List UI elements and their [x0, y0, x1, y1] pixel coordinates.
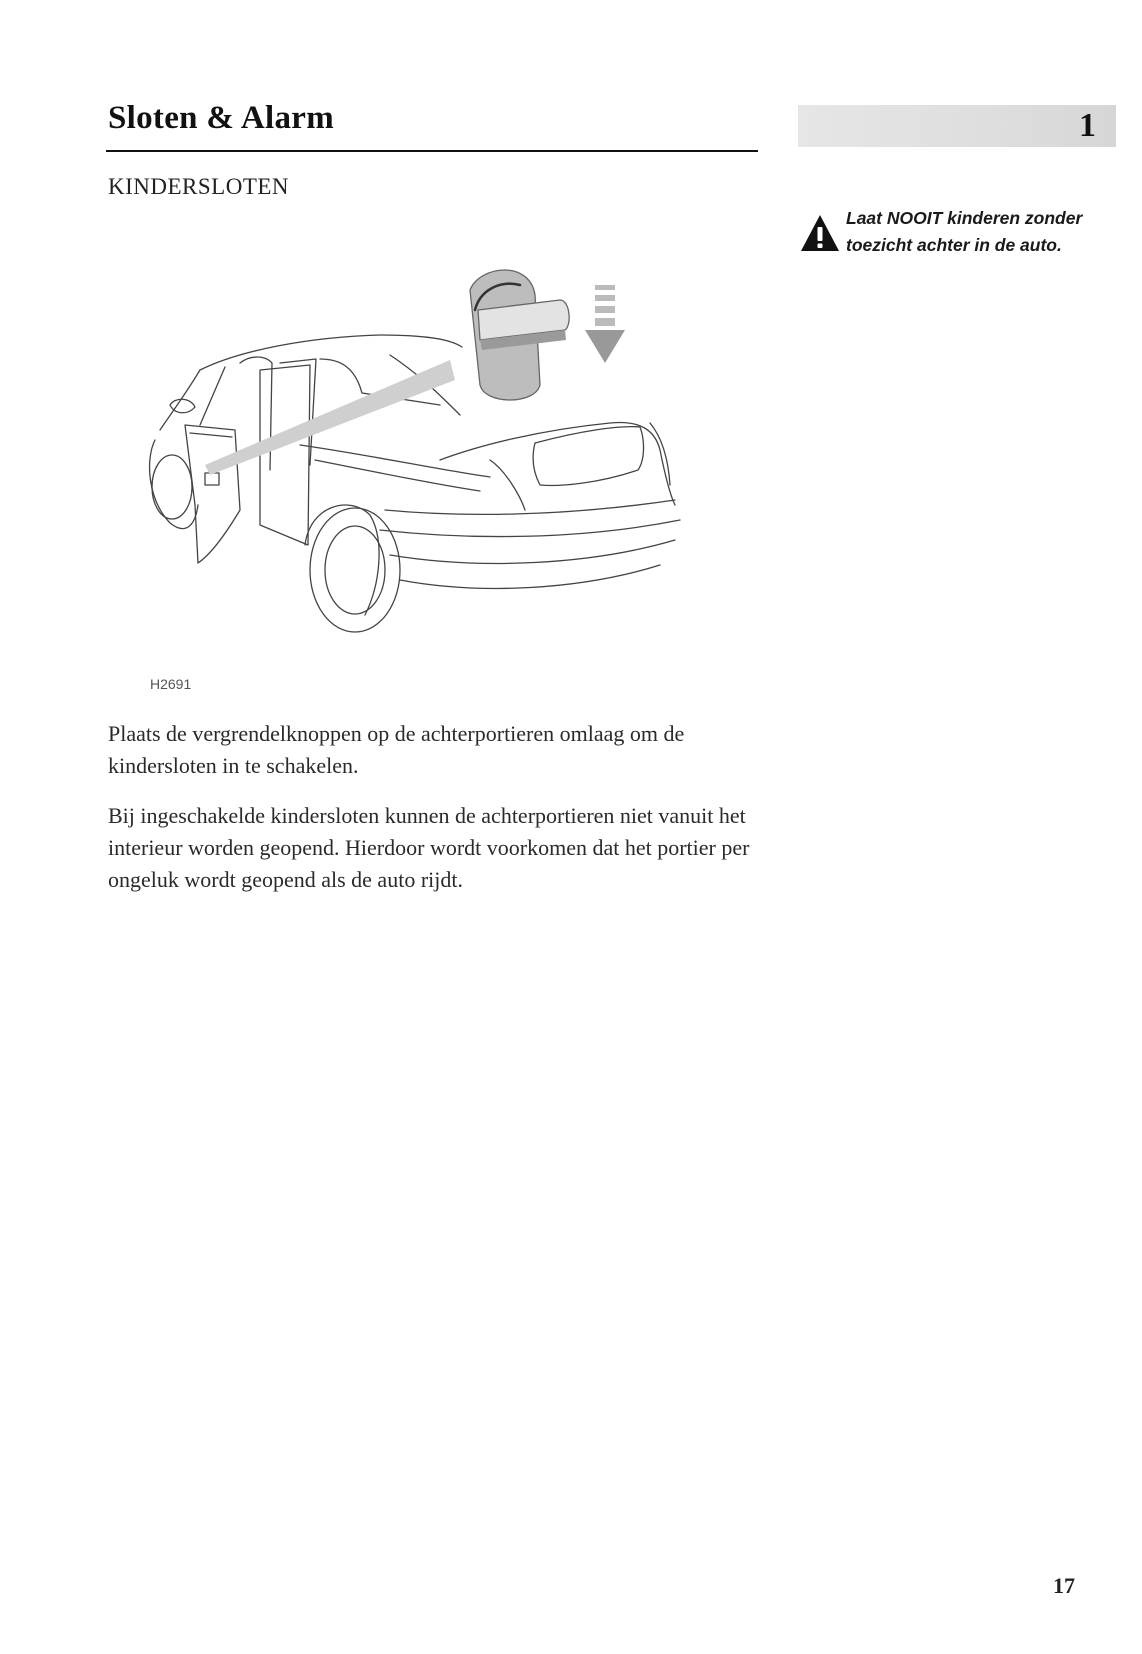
warning-triangle-icon	[800, 213, 840, 253]
body-paragraph-2: Bij ingeschakelde kindersloten kunnen de achterportieren niet vanuit het interieur worden geopend. Hierdoor wordt voorkomen dat het portier per ongeluk wordt geopend als de auto rijdt.	[108, 803, 750, 892]
page-title: Sloten & Alarm	[108, 100, 335, 136]
section-heading: KINDERSLOTEN	[108, 174, 290, 199]
figure-code: H2691	[150, 676, 192, 692]
warning-text: Laat NOOIT kinderen zonder toezicht achter in de auto.	[846, 208, 1083, 255]
title-rule	[106, 150, 758, 152]
car-child-lock-illustration	[140, 255, 725, 675]
page-number: 17	[1053, 1573, 1075, 1598]
warning-note	[800, 205, 1090, 259]
chapter-tab	[798, 105, 1116, 147]
chapter-number: 1	[1079, 107, 1096, 144]
body-paragraph-1: Plaats de vergrendelknoppen op de achterportieren omlaag om de kindersloten in te schakelen.	[108, 721, 685, 778]
